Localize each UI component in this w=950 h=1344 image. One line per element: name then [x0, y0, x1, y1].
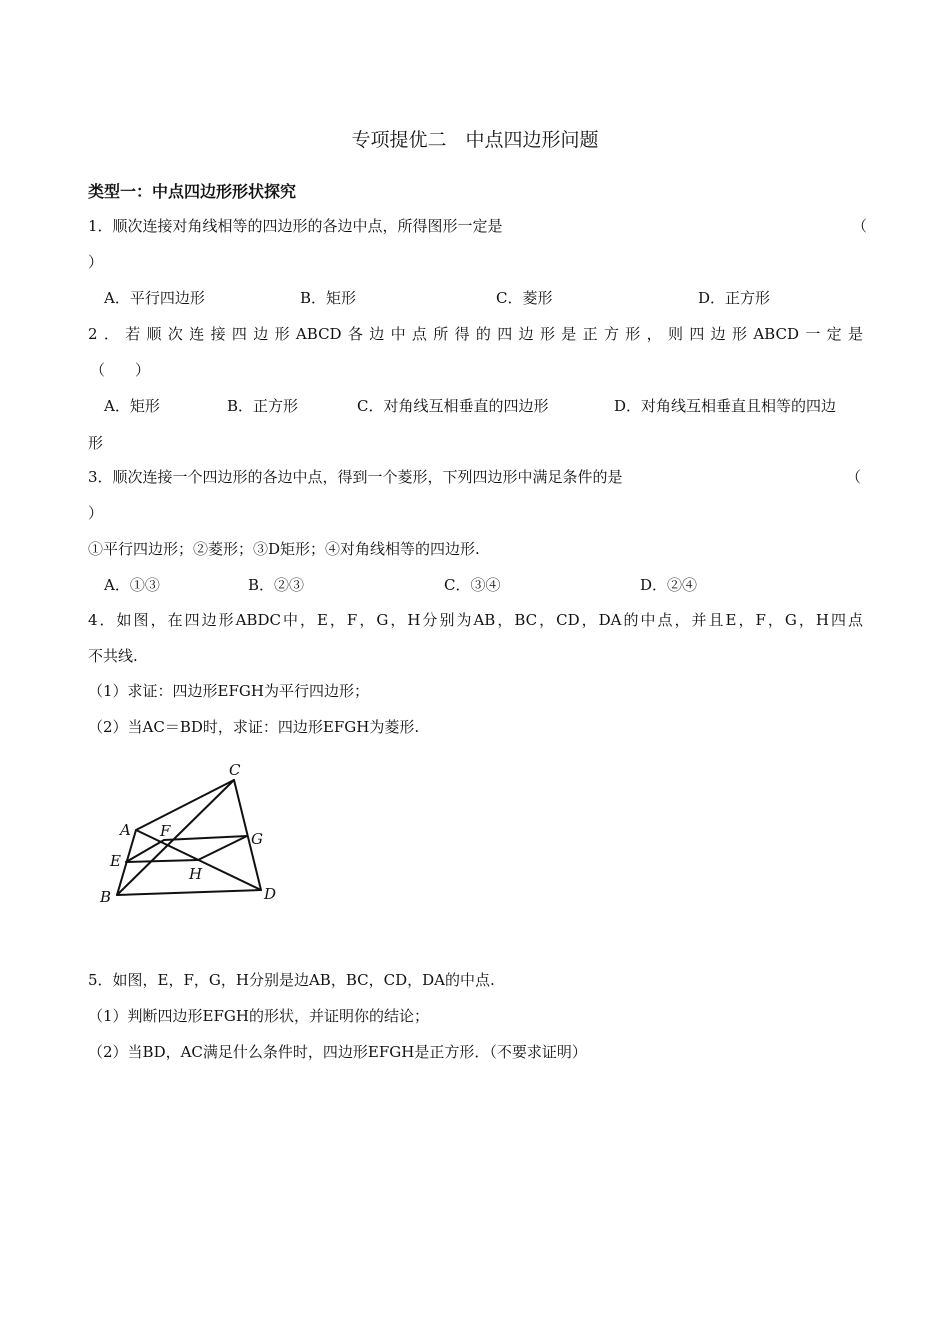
q3-option-a: A．①③: [104, 576, 160, 594]
label-b: B: [100, 888, 112, 906]
q4-part2: （2）当AC＝BD时，求证：四边形EFGH为菱形.: [88, 718, 420, 736]
q3-option-b: B．②③: [248, 576, 305, 594]
q3-option-c: C．③④: [444, 576, 501, 594]
q1-paren-open: （: [852, 217, 868, 235]
q1-paren-close: ）: [88, 253, 104, 271]
q2-paren: （ ）: [90, 361, 151, 379]
q1-stem: 1．顺次连接对角线相等的四边形的各边中点，所得图形一定是: [88, 217, 503, 235]
q4-part1: （1）求证：四边形EFGH为平行四边形；: [88, 682, 369, 700]
label-a: A: [120, 821, 131, 839]
q3-paren-open: （: [846, 468, 862, 486]
label-h: H: [189, 865, 203, 883]
q2-option-d: D．对角线互相垂直且相等的四边: [614, 397, 837, 415]
label-d: D: [264, 885, 277, 903]
q4-stem-line1: 4．如图，在四边形ABDC中，E，F，G，H分别为AB，BC，CD，DA的中点，并且E，F，G，H四点: [88, 611, 863, 629]
q5-part2: （2）当BD，AC满足什么条件时，四边形EFGH是正方形．（不要求证明）: [88, 1043, 587, 1061]
q2-option-c: C．对角线互相垂直的四边形: [357, 397, 549, 415]
label-c: C: [229, 761, 241, 779]
page-title: 专项提优二 中点四边形问题: [351, 129, 599, 151]
q3-paren-close: ）: [88, 504, 104, 522]
quadrilateral-figure: [86, 750, 286, 910]
label-e: E: [110, 852, 121, 870]
q3-stem: 3．顺次连接一个四边形的各边中点，得到一个菱形，下列四边形中满足条件的是: [88, 468, 623, 486]
label-g: G: [251, 830, 263, 848]
q4-stem-line2: 不共线.: [88, 647, 138, 665]
q1-option-a: A．平行四边形: [104, 289, 205, 307]
q2-option-d-wrap: 形: [88, 434, 104, 452]
q2-option-b: B．正方形: [227, 397, 299, 415]
q2-option-a: A．矩形: [104, 397, 160, 415]
q1-option-c: C．菱形: [496, 289, 553, 307]
q5-part1: （1）判断四边形EFGH的形状，并证明你的结论；: [88, 1007, 429, 1025]
label-f: F: [160, 822, 171, 840]
q1-option-d: D．正方形: [698, 289, 771, 307]
section-heading: 类型一：中点四边形形状探究: [88, 182, 297, 201]
q3-conditions: ①平行四边形；②菱形；③D矩形；④对角线相等的四边形.: [88, 540, 480, 558]
q1-option-b: B．矩形: [300, 289, 357, 307]
segment-eh: [126, 860, 198, 862]
q5-stem: 5．如图，E，F，G，H分别是边AB，BC，CD，DA的中点.: [88, 971, 495, 989]
q2-stem: 2．若顺次连接四边形ABCD各边中点所得的四边形是正方形，则四边形ABCD一定是: [88, 325, 863, 343]
segment-gh: [198, 836, 247, 860]
q3-option-d: D．②④: [640, 576, 698, 594]
